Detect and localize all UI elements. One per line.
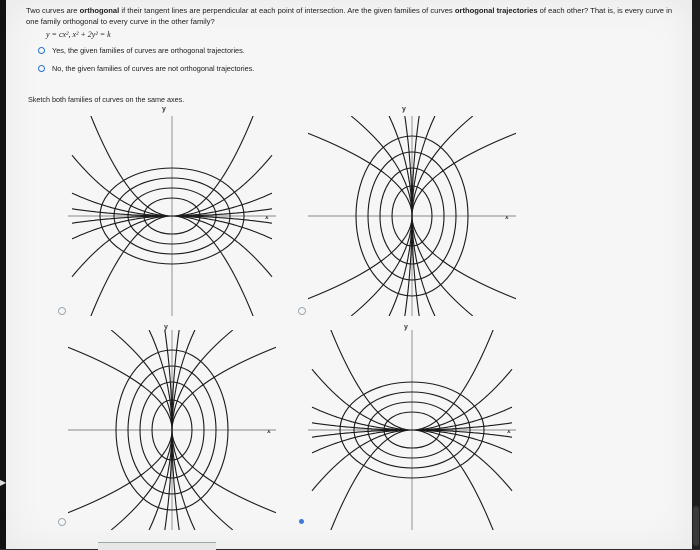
- graph3-x-label: x: [267, 428, 271, 435]
- graph3-radio[interactable]: [58, 518, 66, 526]
- graph4-radio[interactable]: [298, 518, 306, 526]
- graph1-radio[interactable]: [58, 307, 66, 315]
- graph1-x-label: x: [265, 214, 269, 221]
- option-no-label: No, the given families of curves are not orthogonal trajectories.: [52, 64, 255, 73]
- cursor-arrow-icon: ▶: [0, 478, 7, 487]
- graph4-y-label: y: [404, 324, 408, 331]
- scrollbar[interactable]: [692, 0, 700, 549]
- option-no[interactable]: [38, 64, 254, 73]
- graph4-x-label: x: [507, 428, 511, 435]
- sketch-prompt: Sketch both families of curves on the same axes.: [28, 95, 185, 104]
- graph3-y-label: y: [164, 324, 168, 331]
- graph2-plot: [308, 116, 516, 316]
- equation: y = cx², x² + 2y² = k: [46, 30, 111, 39]
- graph3-plot: [68, 330, 276, 530]
- radio-no[interactable]: [38, 65, 45, 72]
- question-page: [6, 0, 692, 549]
- radio-yes[interactable]: [38, 47, 45, 54]
- graph2-radio[interactable]: [298, 307, 306, 315]
- graph2-x-label: x: [505, 214, 509, 221]
- scrollbar-thumb[interactable]: [693, 506, 699, 546]
- option-yes-label: Yes, the given families of curves are orthogonal trajectories.: [52, 46, 245, 55]
- graph1-plot: [68, 116, 276, 316]
- question-text: Two curves are orthogonal if their tangent lines are perpendicular at each point of intersection. Are the given families of curves orthogonal trajectories of each other? That is, is every curve in one family orthogonal to every curve in the other family?: [26, 6, 673, 26]
- graph4-plot: [308, 330, 516, 530]
- graph1-y-label: y: [162, 106, 166, 113]
- option-yes[interactable]: [38, 46, 245, 55]
- graph2-y-label: y: [402, 106, 406, 113]
